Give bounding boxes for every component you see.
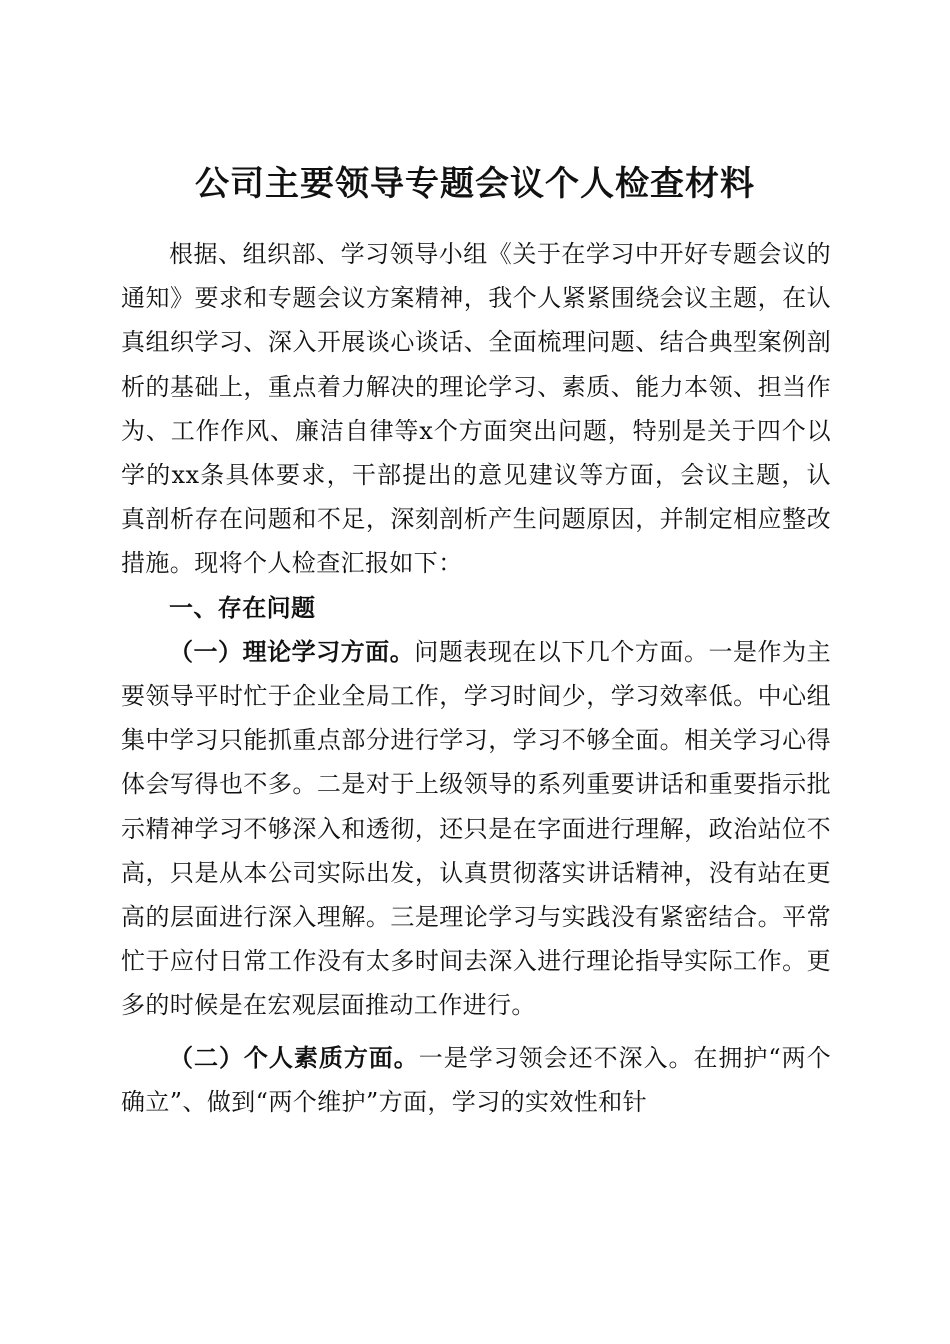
document-body <box>121 232 831 1124</box>
item-personal-quality-lead: （二）个人素质方面。 <box>169 1042 419 1072</box>
document-title: 公司主要领导专题会议个人检查材料 <box>195 163 755 204</box>
item-theory-study-text: 问题表现在以下几个方面。一是作为主要领导平时忙于企业全局工作，学习时间少，学习效率低。中心组集中学习只能抓重点部分进行学习，学习不够全面。相关学习心得体会写得也不多。二是对于上级领导的系列重要讲话和重要指示批示精神学习不够深入和透彻，还只是在字面进行理解，政治站位不高，只是从本公司实际出发，认真贯彻落实讲话精神，没有站在更高的层面进行深入理解。三是理论学习与实践没有紧密结合。平常忙于应付日常工作没有太多时间去深入进行理论指导实际工作。更多的时候是在宏观层面推动工作进行。 <box>121 637 831 1020</box>
paragraph-spacer <box>121 1028 831 1036</box>
item-personal-quality <box>121 1036 831 1124</box>
section-heading-problems: 一、存在问题 <box>169 593 316 622</box>
item-personal-quality-text: 一是学习领会还不深入。在拥护“两个确立”、做到“两个维护”方面，学习的实效性和针 <box>121 1043 832 1116</box>
intro-paragraph: 根据、组织部、学习领导小组《关于在学习中开好专题会议的通知》要求和专题会议方案精神，我个人紧紧围绕会议主题，在认真组织学习、深入开展谈心谈话、全面梳理问题、结合典型案例剖析的基础上，重点着力解决的理论学习、素质、能力本领、担当作为、工作作风、廉洁自律等x个方面突出问题，特别是关于四个以学的xx条具体要求，干部提出的意见建议等方面，会议主题，认真剖析存在问题和不足，深刻剖析产生问题原因，并制定相应整改措施。现将个人检查汇报如下： <box>121 240 831 578</box>
item-theory-study <box>121 630 831 1028</box>
item-theory-study-lead: （一）理论学习方面。 <box>169 636 415 666</box>
